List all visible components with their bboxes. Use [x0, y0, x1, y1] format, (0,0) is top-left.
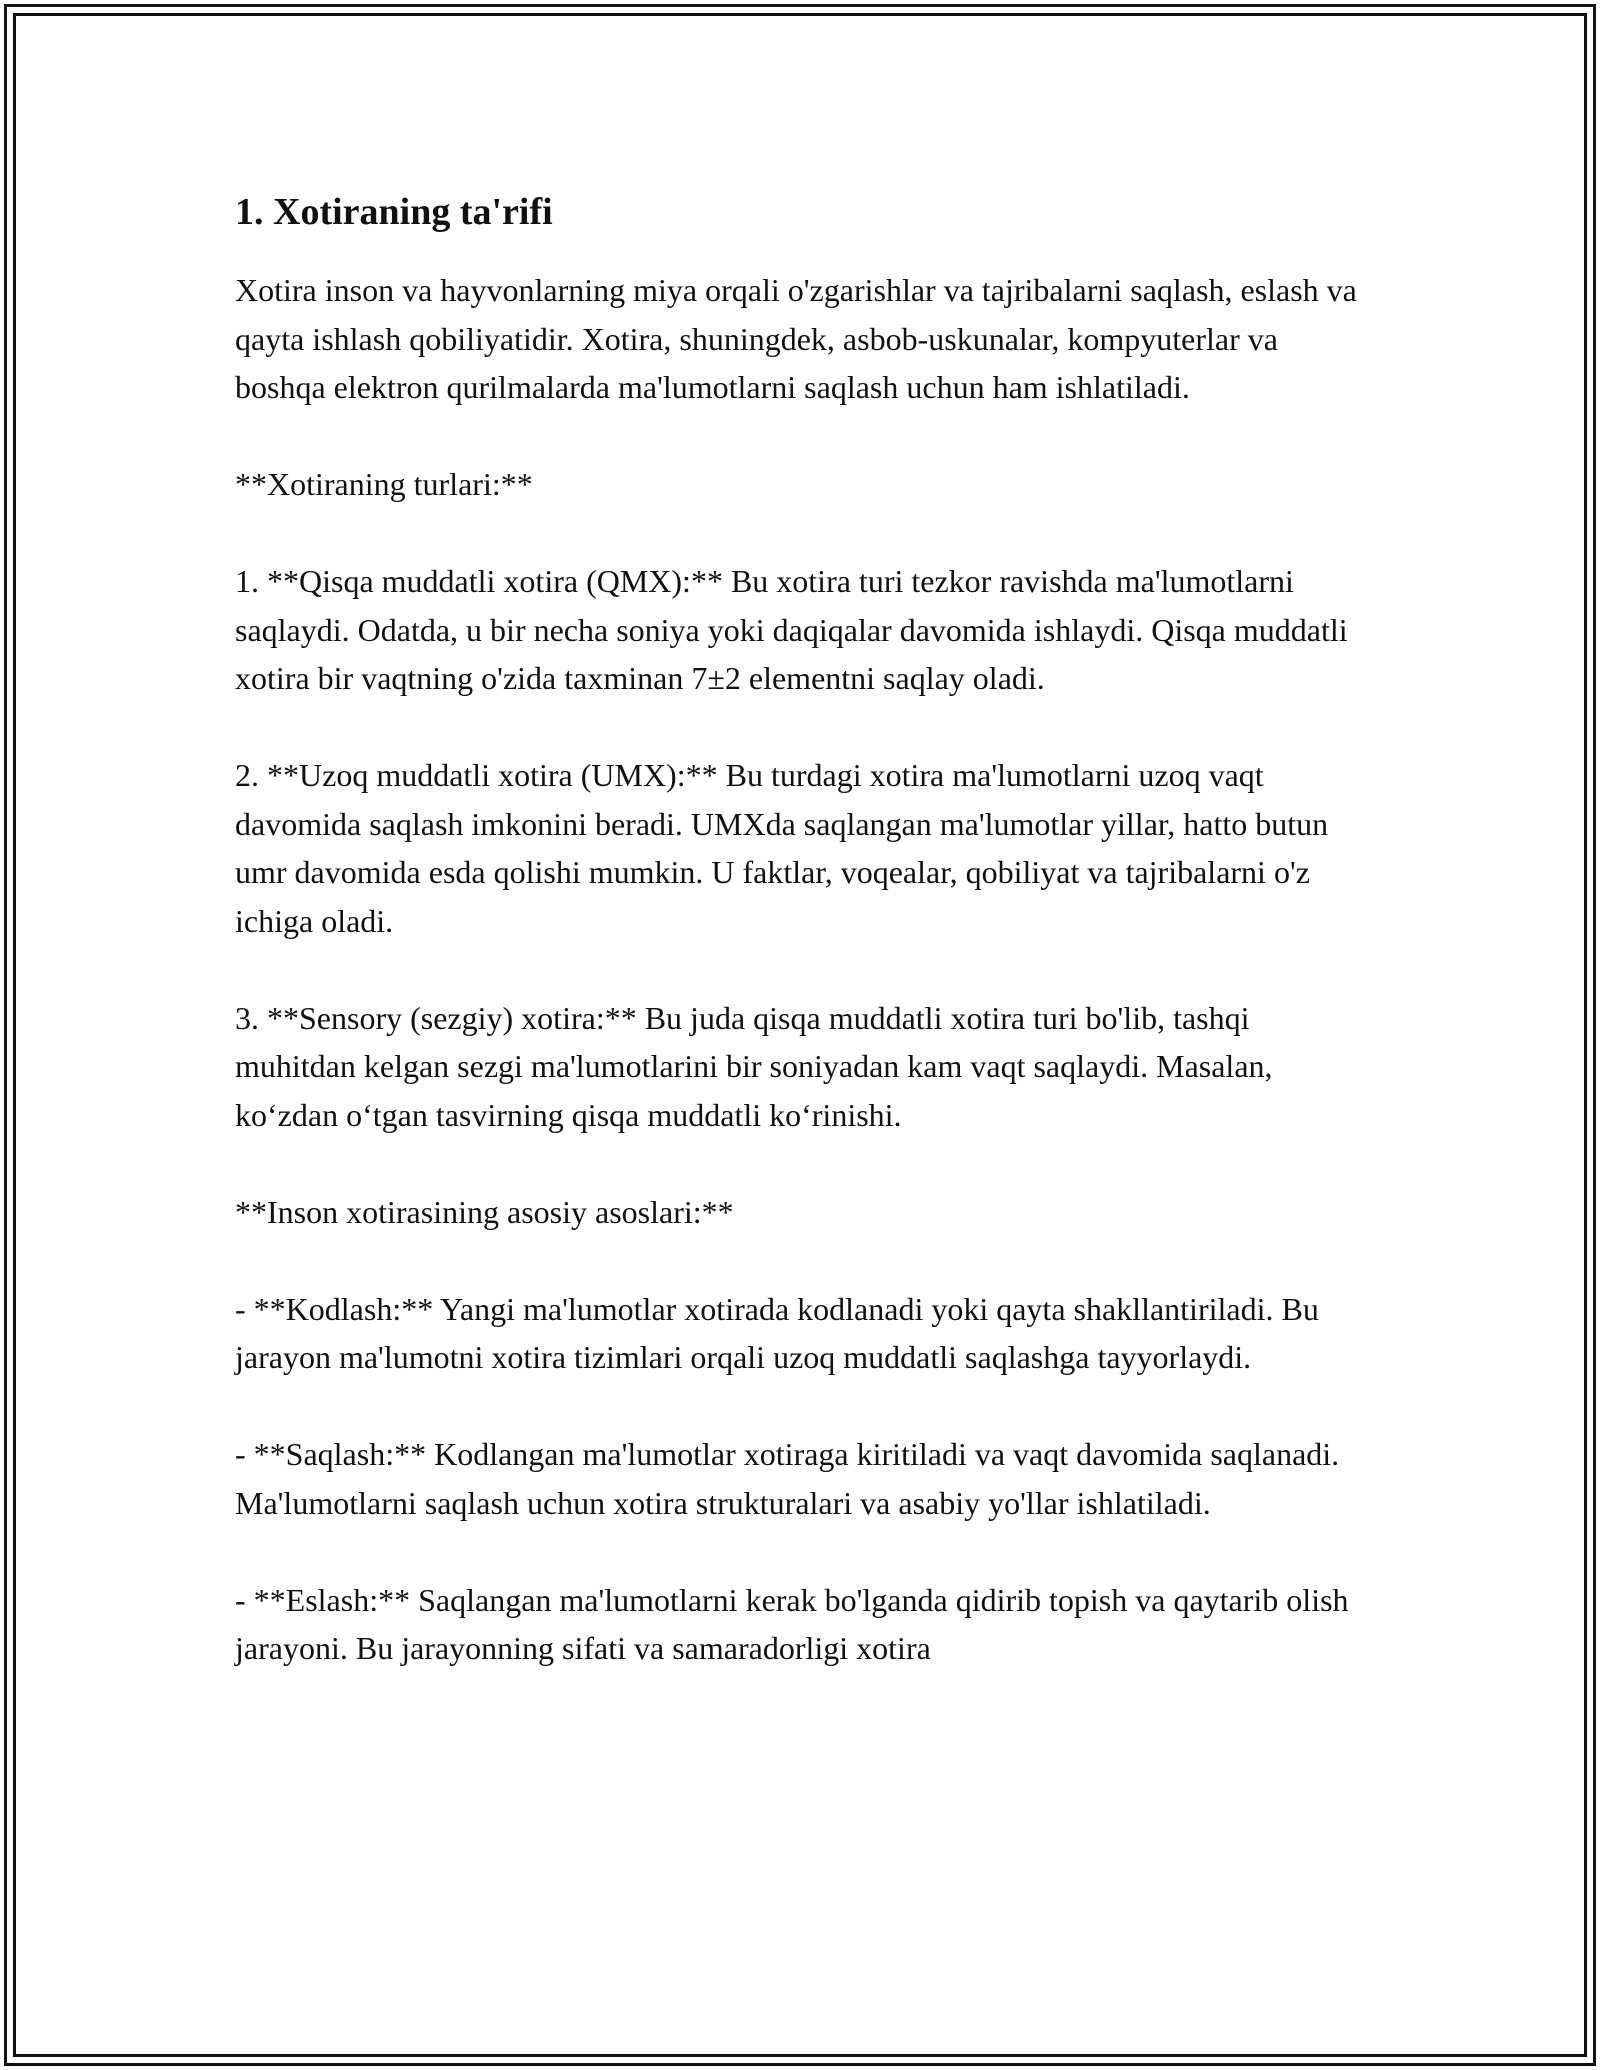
paragraph-short-term-memory: 1. **Qisqa muddatli xotira (QMX):** Bu xotira turi tezkor ravishda ma'lumotlarni saqlaydi. Odatda, u bir necha soniya yoki daqiqalar davomida ishlaydi. Qisqa muddatli xotira bir vaqtning o'zida taxminan 7±2 elementni saqlay oladi.	[235, 563, 1348, 696]
paragraph-retrieval: - **Eslash:** Saqlangan ma'lumotlarni kerak bo'lganda qidirib topish va qaytarib olish jarayoni. Bu jarayonning sifati va samaradorligi xotira	[235, 1581, 1349, 1666]
section-heading: 1. Xotiraning ta'rifi	[235, 191, 553, 233]
document-body	[235, 188, 1370, 1721]
paragraph-types-title: **Xotiraning turlari:**	[235, 466, 533, 502]
paragraph-definition: Xotira inson va hayvonlarning miya orqali o'zgarishlar va tajribalarni saqlash, eslash va qayta ishlash qobiliyatidir. Xotira, shuningdek, asbob-uskunalar, kompyuterlar va boshqa elektron qurilmalarda ma'lumotlarni saqlash uchun ham ishlatiladi.	[235, 272, 1357, 405]
paragraph-sensory-memory: 3. **Sensory (sezgiy) xotira:** Bu juda qisqa muddatli xotira turi bo'lib, tashqi muhitdan kelgan sezgi ma'lumotlarini bir soniyadan kam vaqt saqlaydi. Masalan, ko‘zdan o‘tgan tasvirning qisqa muddatli ko‘rinishi.	[235, 999, 1273, 1133]
paragraph-storage: - **Saqlash:** Kodlangan ma'lumotlar xotiraga kiritiladi va vaqt davomida saqlanadi. Ma'lumotlarni saqlash uchun xotira strukturalari va asabiy yo'llar ishlatiladi.	[235, 1436, 1340, 1521]
paragraph-encoding: - **Kodlash:** Yangi ma'lumotlar xotirada kodlanadi yoki qayta shakllantiriladi. Bu jarayon ma'lumotni xotira tizimlari orqali uzoq muddatli saqlashga tayyorlaydi.	[235, 1290, 1319, 1375]
paragraph-foundations-title: **Inson xotirasining asosiy asoslari:**	[235, 1193, 734, 1230]
paragraph-long-term-memory: 2. **Uzoq muddatli xotira (UMX):** Bu turdagi xotira ma'lumotlarni uzoq vaqt davomida saqlash imkonini beradi. UMXda saqlangan ma'lumotlar yillar, hatto butun umr davomida esda qolishi mumkin. U faktlar, voqealar, qobiliyat va tajribalarni o'z ichiga oladi.	[235, 757, 1329, 939]
